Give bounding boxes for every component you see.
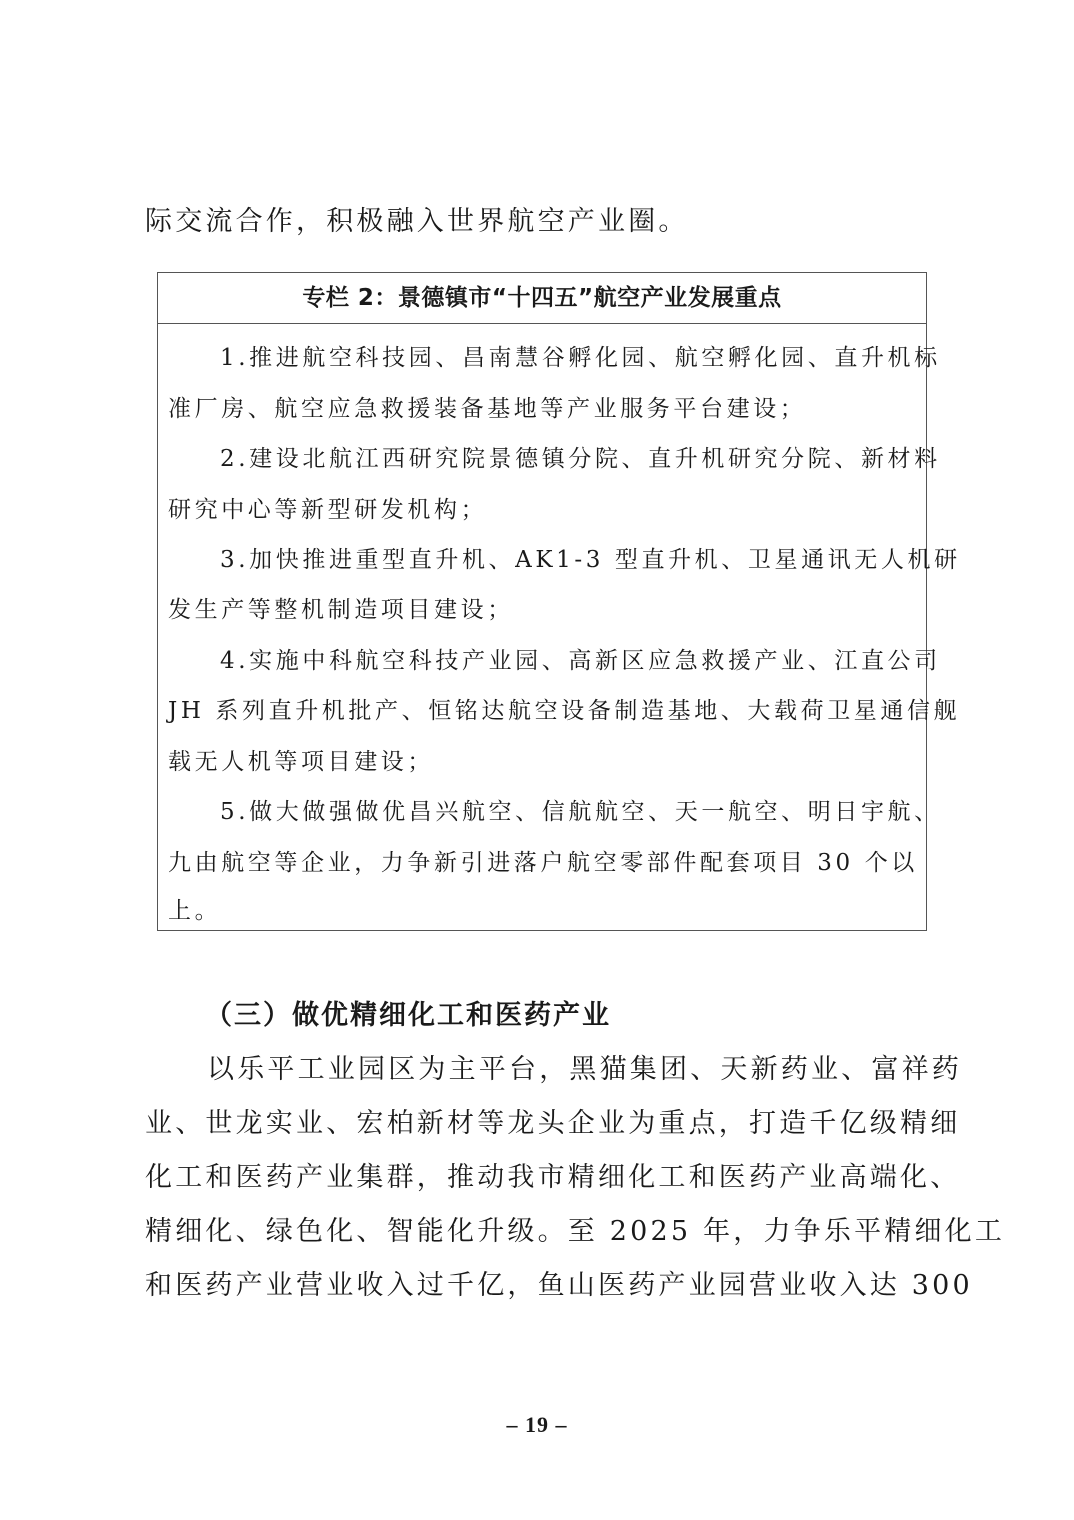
column-item-1-line-2: 准厂房、航空应急救援装备基地等产业服务平台建设； (168, 396, 807, 422)
column-item-3-line-2: 发生产等整机制造项目建设； (168, 597, 514, 623)
column-item-4-line-2: JH 系列直升机批产、恒铭达航空设备制造基地、大载荷卫星通信舰 (168, 698, 961, 724)
column-box-title-row (158, 273, 926, 324)
column-item-2-line-1: 2.建设北航江西研究院景德镇分院、直升机研究分院、新材料 (220, 446, 941, 472)
section-paragraph-line: 业、世龙实业、宏柏新材等龙头企业为重点，打造千亿级精细 (145, 1108, 961, 1139)
column-item-2-line-2: 研究中心等新型研发机构； (168, 497, 488, 523)
column-item-4-line-3: 载无人机等项目建设； (168, 749, 434, 775)
section-paragraph-line: 化工和医药产业集群，推动我市精细化工和医药产业高端化、 (145, 1162, 961, 1193)
column-item-3-line-1: 3.加快推进重型直升机、AK1-3 型直升机、卫星通讯无人机研 (220, 547, 961, 573)
column-item-5-line-1: 5.做大做强做优昌兴航空、信航航空、天一航空、明日宇航、 (220, 799, 941, 825)
section-heading: （三）做优精细化工和医药产业 (205, 1000, 611, 1031)
column-item-5-line-3: 上。 (168, 898, 222, 924)
intro-paragraph-line: 际交流合作，积极融入世界航空产业圈。 (145, 206, 689, 237)
column-box-title: 专栏 2：景德镇市“十四五”航空产业发展重点 (302, 285, 782, 311)
column-item-4-line-1: 4.实施中科航空科技产业园、高新区应急救援产业、江直公司 (220, 648, 941, 674)
page-number: – 19 – (506, 1412, 568, 1437)
section-paragraph-line: 精细化、绿色化、智能化升级。至 2025 年，力争乐平精细化工 (145, 1216, 1006, 1247)
section-paragraph-line: 和医药产业营业收入过千亿，鱼山医药产业园营业收入达 300 (145, 1270, 973, 1301)
column-item-5-line-2: 九由航空等企业，力争新引进落户航空零部件配套项目 30 个以 (168, 850, 918, 876)
column-box (157, 272, 961, 931)
section-paragraph-line: 以乐平工业园区为主平台，黑猫集团、天新药业、富祥药 (207, 1054, 962, 1085)
column-item-1-line-1: 1.推进航空科技园、昌南慧谷孵化园、航空孵化园、直升机标 (220, 345, 941, 371)
